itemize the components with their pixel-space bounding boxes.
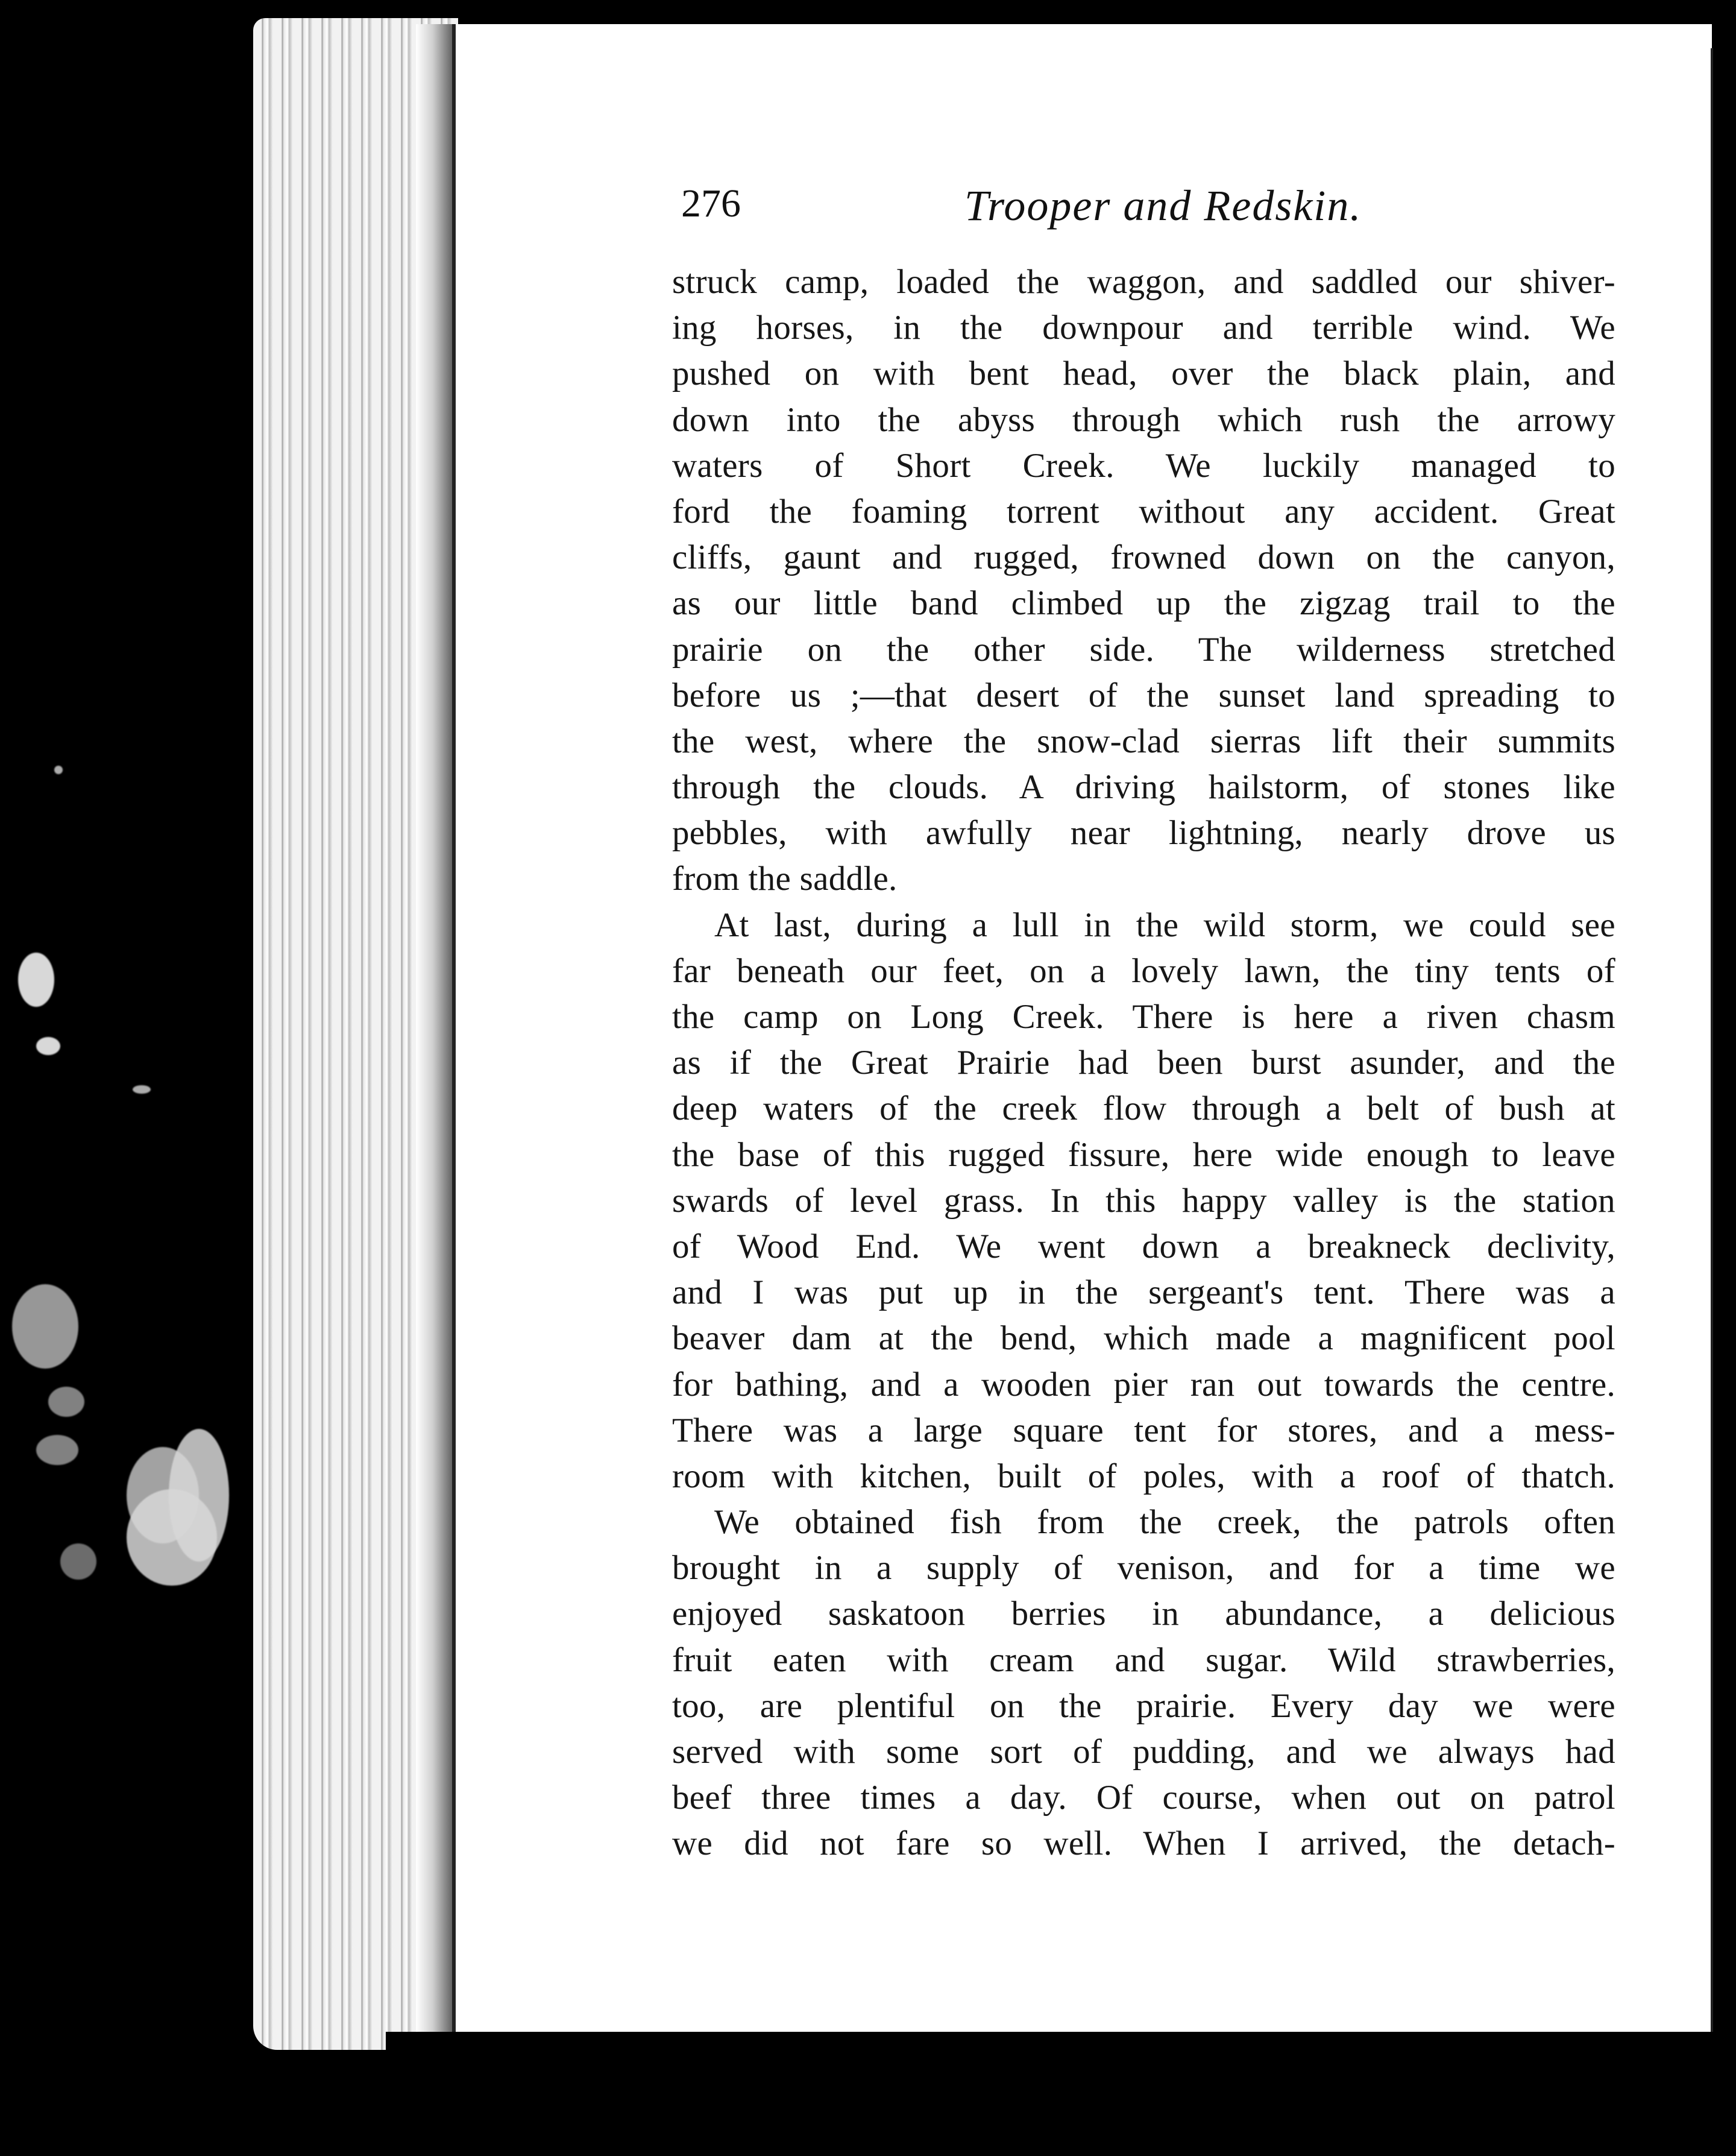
dust-speck <box>18 953 54 1007</box>
text-line: the camp on Long Creek. There is here a riven chasm <box>672 998 1615 1036</box>
text-line: from the saddle. <box>672 860 898 898</box>
text-line: for bathing, and a wooden pier ran out towards the centre. <box>672 1365 1615 1404</box>
body-text <box>672 259 1615 1867</box>
dust-speck <box>127 1489 217 1586</box>
text-line: enjoyed saskatoon berries in abundance, a delicious <box>672 1595 1615 1633</box>
page-number: 276 <box>681 181 741 225</box>
text-line: We obtained fish from the creek, the patrols often <box>714 1503 1615 1542</box>
dust-speck <box>48 1387 84 1417</box>
dust-speck <box>36 1037 60 1055</box>
text-line: ing horses, in the downpour and terrible wind. We <box>672 309 1615 347</box>
text-line: fruit eaten with cream and sugar. Wild strawberries, <box>672 1641 1615 1679</box>
running-header <box>681 175 1621 241</box>
text-line: ford the foaming torrent without any accident. Great <box>672 492 1615 531</box>
text-line: prairie on the other side. The wilderness stretched <box>672 630 1615 669</box>
text-line: brought in a supply of venison, and for a time we <box>672 1549 1615 1587</box>
dust-speck <box>133 1085 151 1094</box>
dust-speck <box>54 766 63 774</box>
dust-speck <box>36 1435 78 1465</box>
text-line: swards of level grass. In this happy valley is the station <box>672 1181 1615 1220</box>
running-title: Trooper and Redskin. <box>964 181 1362 230</box>
paragraph <box>672 259 1615 903</box>
text-line: cliffs, gaunt and rugged, frowned down on the canyon, <box>672 538 1615 577</box>
dust-speck <box>60 1543 96 1580</box>
text-line: as if the Great Prairie had been burst asunder, and the <box>672 1044 1615 1082</box>
text-line: served with some sort of pudding, and we always had <box>672 1733 1615 1771</box>
text-line: beef three times a day. Of course, when out on patrol <box>672 1779 1615 1817</box>
text-line: through the clouds. A driving hailstorm, of stones like <box>672 768 1615 807</box>
text-line: as our little band climbed up the zigzag trail to the <box>672 584 1615 623</box>
text-line: pushed on with bent head, over the black plain, and <box>672 355 1615 393</box>
page-right-edge <box>1711 48 1713 2038</box>
paragraph <box>672 1499 1615 1867</box>
text-line: beaver dam at the bend, which made a magnificent pool <box>672 1319 1615 1358</box>
paragraph <box>672 903 1615 1499</box>
text-line: the west, where the snow-clad sierras lift their summits <box>672 722 1615 760</box>
text-line: struck camp, loaded the waggon, and saddled our shiver- <box>672 263 1615 301</box>
text-line: At last, during a lull in the wild storm, we could see <box>714 906 1615 944</box>
bottom-background <box>386 2032 1736 2156</box>
text-line: we did not fare so well. When I arrived, the detach- <box>672 1824 1615 1863</box>
text-line: waters of Short Creek. We luckily managed to <box>672 446 1615 485</box>
text-line: the base of this rugged fissure, here wide enough to leave <box>672 1135 1615 1174</box>
text-line: before us ;—that desert of the sunset land spreading to <box>672 676 1615 714</box>
text-line: and I was put up in the sergeant's tent. There was a <box>672 1273 1615 1312</box>
text-line: deep waters of the creek flow through a belt of bush at <box>672 1089 1615 1128</box>
text-line: down into the abyss through which rush the arrowy <box>672 400 1615 439</box>
dust-speck <box>12 1284 78 1369</box>
text-line: room with kitchen, built of poles, with a roof of thatch. <box>672 1457 1615 1495</box>
text-line: There was a large square tent for stores, and a mess- <box>672 1411 1615 1449</box>
text-line: too, are plentiful on the prairie. Every day we were <box>672 1686 1615 1725</box>
text-line: of Wood End. We went down a breakneck declivity, <box>672 1227 1615 1266</box>
text-line: pebbles, with awfully near lightning, nearly drove us <box>672 814 1615 853</box>
text-line: far beneath our feet, on a lovely lawn, the tiny tents of <box>672 951 1615 990</box>
